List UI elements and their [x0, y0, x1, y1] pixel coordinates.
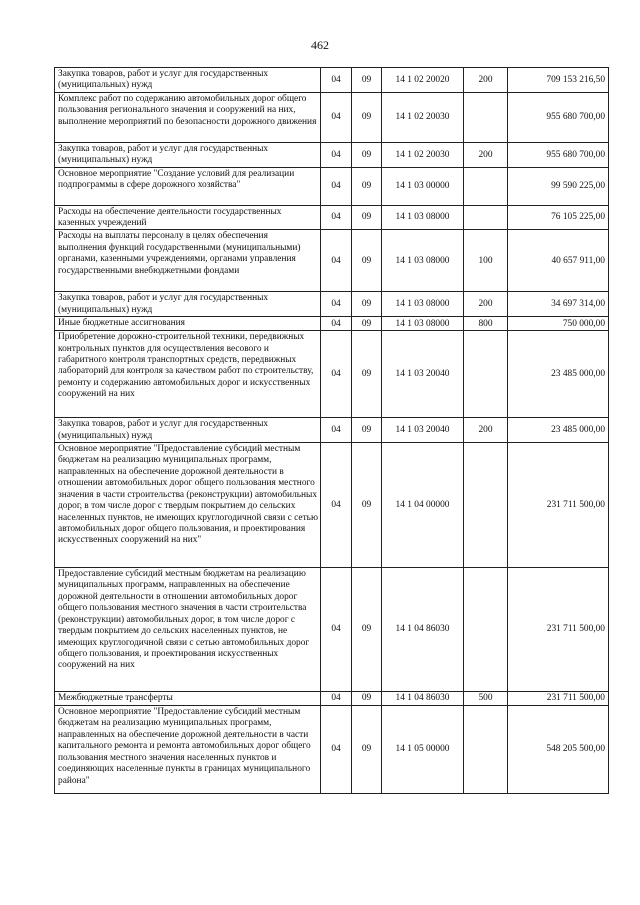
- cell-amount: 40 657 911,00: [508, 230, 609, 292]
- cell-target-article: 14 1 02 20020: [382, 68, 464, 93]
- cell-item-name: Закупка товаров, работ и услуг для государственных (муниципальных) нужд: [55, 142, 321, 167]
- cell-amount: 231 711 500,00: [508, 443, 609, 568]
- table-row: [55, 230, 609, 292]
- cell-subsection-code: 09: [352, 331, 382, 418]
- cell-target-article: 14 1 03 20040: [382, 418, 464, 443]
- table-row: [55, 317, 609, 331]
- cell-item-name: Закупка товаров, работ и услуг для государственных (муниципальных) нужд: [55, 418, 321, 443]
- cell-target-article: 14 1 03 20040: [382, 331, 464, 418]
- table-row: [55, 68, 609, 93]
- cell-section-code: 04: [321, 92, 352, 142]
- cell-amount: 750 000,00: [508, 317, 609, 331]
- cell-subsection-code: 09: [352, 292, 382, 317]
- budget-table-body: [55, 68, 609, 794]
- cell-expense-type: 100: [464, 230, 508, 292]
- table-row: [55, 568, 609, 692]
- cell-subsection-code: 09: [352, 706, 382, 794]
- cell-target-article: 14 1 03 08000: [382, 205, 464, 230]
- cell-amount: 231 711 500,00: [508, 568, 609, 692]
- cell-expense-type: 200: [464, 68, 508, 93]
- cell-expense-type: [464, 205, 508, 230]
- cell-item-name: Закупка товаров, работ и услуг для государственных (муниципальных) нужд: [55, 68, 321, 93]
- cell-expense-type: [464, 568, 508, 692]
- cell-target-article: 14 1 04 00000: [382, 443, 464, 568]
- table-row: [55, 205, 609, 230]
- cell-section-code: 04: [321, 692, 352, 706]
- cell-subsection-code: 09: [352, 205, 382, 230]
- table-row: [55, 443, 609, 568]
- cell-item-name: Приобретение дорожно-строительной техники, передвижных контрольных пунктов для осуществления весового и габаритного контроля транспортных средств, передвижных лабораторий для контроля за качеством работ по строительству, ремонту и содержанию автомобильных дорог и искусственных сооружений на них: [55, 331, 321, 418]
- cell-item-name: Расходы на обеспечение деятельности государственных казенных учреждений: [55, 205, 321, 230]
- cell-subsection-code: 09: [352, 317, 382, 331]
- cell-amount: 76 105 225,00: [508, 205, 609, 230]
- table-row: [55, 292, 609, 317]
- cell-expense-type: 200: [464, 142, 508, 167]
- cell-section-code: 04: [321, 230, 352, 292]
- cell-amount: 548 205 500,00: [508, 706, 609, 794]
- cell-expense-type: [464, 706, 508, 794]
- table-row: [55, 331, 609, 418]
- cell-section-code: 04: [321, 205, 352, 230]
- table-row: [55, 706, 609, 794]
- cell-amount: 34 697 314,00: [508, 292, 609, 317]
- cell-target-article: 14 1 03 08000: [382, 317, 464, 331]
- cell-section-code: 04: [321, 568, 352, 692]
- cell-item-name: Основное мероприятие "Предоставление субсидий местным бюджетам на реализацию муниципальных программ, направленных на обеспечение дорожной деятельности в части капитального ремонта и ремонта автомобильных дорог общего пользования местного значения населенных пунктов и соединяющих населенные пункты в границах муниципального района": [55, 706, 321, 794]
- table-row: [55, 692, 609, 706]
- budget-table: [54, 67, 609, 794]
- cell-item-name: Предоставление субсидий местным бюджетам на реализацию муниципальных программ, направленных на обеспечение дорожной деятельности в отношении автомобильных дорог общего пользования местного значения в части строительства (реконструкции) автомобильных дорог, в том числе дорог с твердым покрытием до сельских населенных пунктов, не имеющих круглогодичной связи с сетью автомобильных дорог общего пользования, и проектирования искусственных сооружений на них: [55, 568, 321, 692]
- cell-section-code: 04: [321, 68, 352, 93]
- page-number: 462: [311, 38, 329, 52]
- cell-item-name: Межбюджетные трансферты: [55, 692, 321, 706]
- cell-expense-type: [464, 92, 508, 142]
- cell-expense-type: [464, 167, 508, 205]
- cell-subsection-code: 09: [352, 92, 382, 142]
- cell-target-article: 14 1 05 00000: [382, 706, 464, 794]
- cell-expense-type: 200: [464, 418, 508, 443]
- table-row: [55, 142, 609, 167]
- cell-item-name: Закупка товаров, работ и услуг для государственных (муниципальных) нужд: [55, 292, 321, 317]
- cell-subsection-code: 09: [352, 443, 382, 568]
- cell-expense-type: 500: [464, 692, 508, 706]
- cell-target-article: 14 1 04 86030: [382, 692, 464, 706]
- cell-target-article: 14 1 03 00000: [382, 167, 464, 205]
- cell-target-article: 14 1 03 08000: [382, 230, 464, 292]
- cell-section-code: 04: [321, 292, 352, 317]
- table-row: [55, 418, 609, 443]
- cell-expense-type: [464, 331, 508, 418]
- cell-subsection-code: 09: [352, 68, 382, 93]
- cell-target-article: 14 1 04 86030: [382, 568, 464, 692]
- cell-item-name: Комплекс работ по содержанию автомобильных дорог общего пользования регионального значения и сооружений на них, выполнение мероприятий по безопасности дорожного движения: [55, 92, 321, 142]
- cell-item-name: Основное мероприятие "Создание условий для реализации подпрограммы в сфере дорожного хозяйства": [55, 167, 321, 205]
- cell-target-article: 14 1 03 08000: [382, 292, 464, 317]
- cell-subsection-code: 09: [352, 230, 382, 292]
- cell-expense-type: 200: [464, 292, 508, 317]
- table-row: [55, 92, 609, 142]
- cell-item-name: Расходы на выплаты персоналу в целях обеспечения выполнения функций государственными (муниципальными) органами, казенными учреждениями, органами управления государственными внебюджетными фондами: [55, 230, 321, 292]
- cell-amount: 709 153 216,50: [508, 68, 609, 93]
- cell-section-code: 04: [321, 418, 352, 443]
- cell-section-code: 04: [321, 142, 352, 167]
- cell-target-article: 14 1 02 20030: [382, 142, 464, 167]
- cell-amount: 955 680 700,00: [508, 142, 609, 167]
- cell-amount: 955 680 700,00: [508, 92, 609, 142]
- table-row: [55, 167, 609, 205]
- cell-subsection-code: 09: [352, 167, 382, 205]
- cell-section-code: 04: [321, 706, 352, 794]
- cell-amount: 23 485 000,00: [508, 418, 609, 443]
- cell-amount: 231 711 500,00: [508, 692, 609, 706]
- cell-target-article: 14 1 02 20030: [382, 92, 464, 142]
- cell-item-name: Основное мероприятие "Предоставление субсидий местным бюджетам на реализацию муниципальных программ, направленных на обеспечение дорожной деятельности в отношении автомобильных дорог общего пользования местного значения в части строительства (реконструкции) автомобильных дорог, в том числе дорог с твердым покрытием до сельских населенных пунктов, не имеющих круглогодичной связи с сетью автомобильных дорог общего пользования, и проектирования искусственных сооружений на них": [55, 443, 321, 568]
- cell-section-code: 04: [321, 317, 352, 331]
- cell-section-code: 04: [321, 443, 352, 568]
- cell-subsection-code: 09: [352, 418, 382, 443]
- cell-section-code: 04: [321, 331, 352, 418]
- cell-section-code: 04: [321, 167, 352, 205]
- cell-amount: 99 590 225,00: [508, 167, 609, 205]
- cell-expense-type: 800: [464, 317, 508, 331]
- cell-amount: 23 485 000,00: [508, 331, 609, 418]
- cell-subsection-code: 09: [352, 692, 382, 706]
- cell-subsection-code: 09: [352, 568, 382, 692]
- cell-item-name: Иные бюджетные ассигнования: [55, 317, 321, 331]
- cell-subsection-code: 09: [352, 142, 382, 167]
- cell-expense-type: [464, 443, 508, 568]
